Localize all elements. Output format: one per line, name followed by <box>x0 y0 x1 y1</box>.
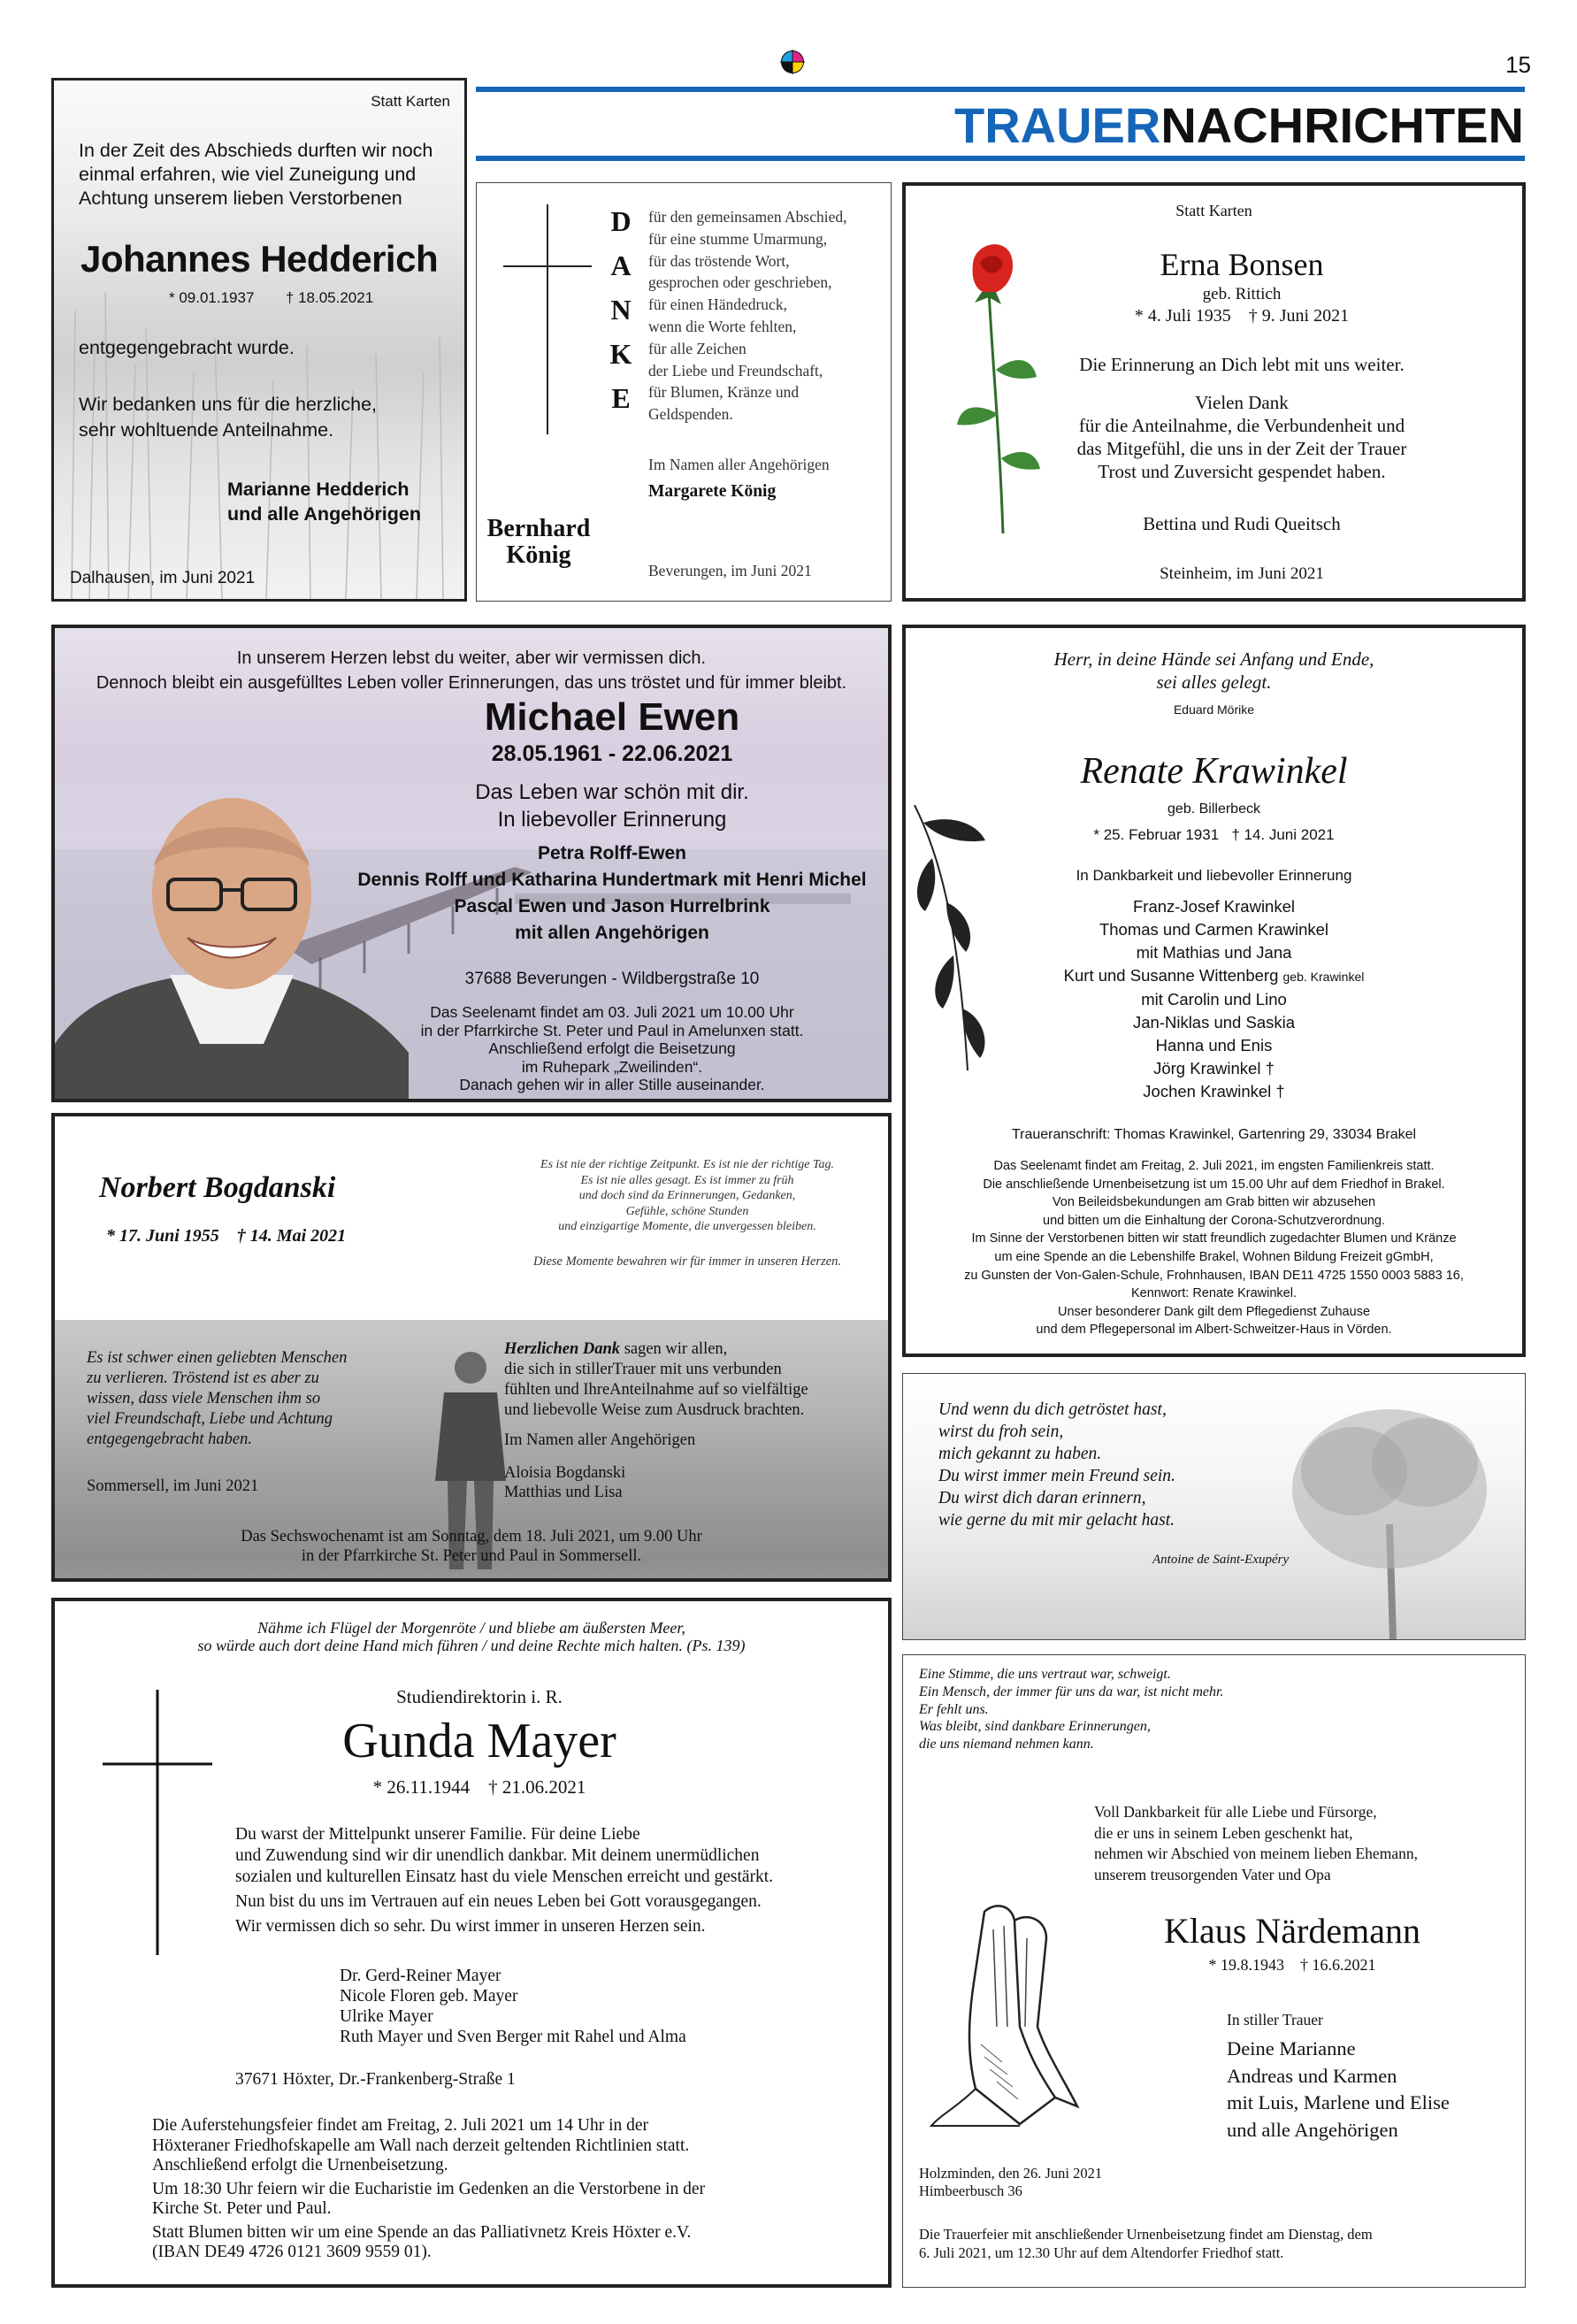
obituary-mayer <box>51 1598 892 2288</box>
service-info <box>55 1527 888 1566</box>
service-line: im Ruhepark „Zweilinden“. <box>521 1057 703 1076</box>
thanks-line: das Mitgefühl, die uns in der Zeit der Trauer <box>1076 438 1407 459</box>
family-member-name: Kurt und Susanne Wittenberg <box>1063 966 1279 985</box>
obituary-bogdanski <box>51 1113 892 1582</box>
place-date: Steinheim, im Juni 2021 <box>1160 564 1324 583</box>
verse-line: Er fehlt uns. <box>919 1701 989 1717</box>
notice-line: Unser besonderer Dank gilt dem Pflegedienst Zuhause <box>1057 1304 1371 1319</box>
family-list <box>340 1966 686 2047</box>
verse-line: Ein Mensch, der immer für uns da war, ist nicht mehr. <box>919 1684 1224 1699</box>
on-behalf: Im Namen aller Angehörigen <box>504 1431 696 1449</box>
thanks-line: für die Anteilnahme, die Verbundenheit und <box>1078 415 1405 436</box>
obituary-bonsen <box>902 182 1526 602</box>
tree-image <box>1257 1392 1522 1639</box>
registration-mark-icon <box>780 50 805 74</box>
signature <box>504 1463 625 1502</box>
family-member: Franz-Josef Krawinkel <box>1132 897 1295 916</box>
cross-icon <box>103 1690 212 1955</box>
poem-saint-exupery <box>902 1373 1526 1640</box>
notice-line: um eine Spende an die Lebenshilfe Brakel, Wohnen Bildung Freizeit gGmbH, <box>994 1249 1434 1264</box>
thanks-line: für das tröstende Wort, <box>648 251 790 270</box>
thanks-line: die er uns in seinem Leben geschenkt hat, <box>1094 1823 1353 1842</box>
maiden-name: geb. Rittich <box>1202 285 1282 303</box>
notice-line: Von Beileidsbekundungen am Grab bitten wir abzusehen <box>1052 1195 1376 1210</box>
danke-letter: D <box>610 205 632 237</box>
statt-karten: Statt Karten <box>371 93 450 110</box>
life-dates <box>169 289 373 307</box>
family-member: Deine Marianne <box>1227 2037 1356 2059</box>
consolation-line: zu verlieren. Tröstend ist es aber zu <box>87 1369 319 1387</box>
thanks-text <box>504 1339 808 1421</box>
notice-line: Statt Blumen bitten wir um eine Spende an das Palliativnetz Kreis Höxter e.V. <box>152 2222 692 2242</box>
deceased-name: Erna Bonsen <box>1160 247 1324 282</box>
notice-line: und bitten um die Einhaltung der Corona-Schutzverordnung. <box>1043 1213 1385 1228</box>
death-date: † 18.05.2021 <box>285 289 374 306</box>
family-list <box>347 840 877 947</box>
verse-line: Eine Stimme, die uns vertraut war, schweigt. <box>919 1667 1171 1682</box>
poem-line: mich gekannt zu haben. <box>938 1445 1102 1463</box>
notice-line: Die Trauerfeier mit anschließender Urnenbeisetzung findet am Dienstag, dem <box>919 2226 1373 2243</box>
intro-line: Dennoch bleibt ein ausgefülltes Leben voller Erinnerungen, das uns tröstet und für immer bleibt. <box>96 673 847 693</box>
danke-letter: E <box>611 382 631 414</box>
body-line: sozialen und kulturellen Einsatz hast du viele Menschen erreicht und gestärkt. <box>235 1868 774 1886</box>
family-member: Dr. Gerd-Reiner Mayer <box>340 1967 501 1985</box>
body-line: Wir vermissen dich so sehr. Du wirst immer in unseren Herzen sein. <box>235 1917 706 1936</box>
notice-line: Anschließend erfolgt die Urnenbeisetzung. <box>152 2156 448 2174</box>
family-member: mit Mathias und Jana <box>1136 943 1292 962</box>
family-member: mit allen Angehörigen <box>515 923 709 943</box>
body-line: Du warst der Mittelpunkt unserer Familie. Für deine Liebe <box>235 1825 640 1844</box>
notice-line: (IBAN DE49 4726 0121 3609 9559 01). <box>152 2243 432 2261</box>
quote-line: Es ist nie alles gesagt. Es ist immer zu früh <box>580 1173 794 1187</box>
signature-line: und alle Angehörigen <box>227 503 421 525</box>
received-text: entgegengebracht wurde. <box>79 337 295 358</box>
street-line: Himbeerbusch 36 <box>919 2182 1022 2199</box>
intro-text <box>79 139 433 211</box>
family-list <box>1227 2036 1450 2144</box>
title-line: Studiendirektorin i. R. <box>396 1686 563 1707</box>
address: 37671 Höxter, Dr.-Frankenberg-Straße 1 <box>235 2070 516 2089</box>
thanks-bold: Herzlichen Dank <box>504 1340 621 1358</box>
verse-line: sei alles gelegt. <box>1156 671 1272 693</box>
life-dates: * 26.11.1944 † 21.06.2021 <box>372 1776 586 1798</box>
life-dates: * 19.8.1943 † 16.6.2021 <box>1208 1956 1376 1974</box>
thanks-line: sehr wohltuende Anteilnahme. <box>79 419 334 441</box>
thanks-line: der Liebe und Freundschaft, <box>648 361 823 380</box>
deceased-name: Norbert Bogdanski <box>99 1171 336 1204</box>
quote-line: Es ist nie der richtige Zeitpunkt. Es ist nie der richtige Tag. <box>540 1158 834 1171</box>
thanks-rest: sagen wir allen, <box>620 1340 728 1358</box>
body-line: und Zuwendung sind wir dir unendlich dankbar. Mit deinem unermüdlichen <box>235 1846 760 1865</box>
quote-line: und einzigartige Momente, die unvergessen bleiben. <box>558 1220 816 1233</box>
consolation-line: wissen, dass viele Menschen ihm so <box>87 1390 321 1407</box>
poem-line: wie gerne du mit mir gelacht hast. <box>938 1511 1175 1530</box>
service-line: Das Seelenamt findet am 03. Juli 2021 um 10.00 Uhr <box>430 1003 794 1021</box>
notice-line: und dem Pflegepersonal im Albert-Schweitzer-Haus in Vörden. <box>1036 1323 1392 1338</box>
thanks-lines <box>648 206 847 426</box>
intro-line: In unserem Herzen lebst du weiter, aber wir vermissen dich. <box>236 648 707 668</box>
family-member: Petra Rolff-Ewen <box>537 843 687 863</box>
life-line: Das Leben war schön mit dir. <box>475 780 749 804</box>
intro-line: In der Zeit des Abschieds durften wir noch <box>79 140 433 161</box>
notice <box>919 2225 1373 2262</box>
thanks-text <box>1094 1802 1418 1885</box>
intro-line: einmal erfahren, wie viel Zuneigung und <box>79 164 417 185</box>
signature: Bettina und Rudi Queitsch <box>1143 513 1341 534</box>
notice-line: zu Gunsten der Von-Galen-Schule, Frohnhausen, IBAN DE11 4725 1550 0003 5883 16, <box>964 1268 1464 1283</box>
verse-line: Was bleibt, sind dankbare Erinnerungen, <box>919 1719 1151 1735</box>
address: Traueranschrift: Thomas Krawinkel, Gartenring 29, 33034 Brakel <box>1011 1127 1417 1142</box>
family-member: Hanna und Enis <box>1155 1036 1273 1055</box>
family-member: Ruth Mayer und Sven Berger mit Rahel und Alma <box>340 2028 686 2046</box>
deceased-name: Gunda Mayer <box>342 1714 616 1768</box>
family-list <box>906 895 1522 1103</box>
poem-line: Du wirst immer mein Freund sein. <box>938 1467 1175 1485</box>
obituary-koenig <box>476 182 892 602</box>
service-line: Danach gehen wir in aller Stille auseinander. <box>459 1076 765 1093</box>
poem-line: wirst du froh sein, <box>938 1423 1064 1441</box>
thanks-line: nehmen wir Abschied von meinem lieben Ehemann, <box>1094 1845 1418 1862</box>
page-number: 15 <box>1505 51 1531 78</box>
life-dates: 28.05.1961 - 22.06.2021 <box>491 741 733 766</box>
notice-line: Kirche St. Peter und Paul. <box>152 2199 332 2218</box>
consolation-line: entgegengebracht haben. <box>87 1430 252 1448</box>
cross-icon <box>503 204 592 434</box>
statt-karten: Statt Karten <box>1175 202 1252 219</box>
thanks-line: Trost und Zuversicht gespendet haben. <box>1098 461 1386 482</box>
obituary-ewen <box>51 625 892 1102</box>
family-member: mit Carolin und Lino <box>1141 990 1287 1009</box>
body-line: Nun bist du uns im Vertrauen auf ein neues Leben bei Gott vorausgegangen. <box>235 1892 762 1911</box>
consolation-line: viel Freundschaft, Liebe und Achtung <box>87 1410 333 1428</box>
section-title-part2: NACHRICHTEN <box>1160 97 1524 153</box>
section-title-part1: TRAUER <box>954 97 1161 153</box>
intro-line: Achtung unserem lieben Verstorbenen <box>79 188 402 209</box>
quote-line: und doch sind da Erinnerungen, Gedanken, <box>578 1189 796 1202</box>
deceased-name: Renate Krawinkel <box>1080 751 1348 792</box>
deceased-name <box>480 516 597 569</box>
danke-letter: N <box>610 294 632 326</box>
body-text <box>235 1824 773 1937</box>
service-line: Das Sechswochenamt ist am Sonntag, dem 18. Juli 2021, um 9.00 Uhr <box>241 1528 702 1545</box>
notice-line: Im Sinne der Verstorbenen bitten wir statt freundlich zugedachter Blumen und Kränze <box>971 1231 1457 1246</box>
life-dates: * 4. Juli 1935 † 9. Juni 2021 <box>1134 306 1350 326</box>
quote <box>488 1157 886 1235</box>
header-rule <box>476 156 1525 161</box>
thanks-line: Wir bedanken uns für die herzliche, <box>79 394 378 415</box>
family-member: Andreas und Karmen <box>1227 2064 1397 2087</box>
place-date: Sommersell, im Juni 2021 <box>87 1477 259 1495</box>
signature-line: Matthias und Lisa <box>504 1484 623 1501</box>
thanks-line: und liebevolle Weise zum Ausdruck brachten. <box>504 1401 805 1419</box>
family-member-suffix: geb. Krawinkel <box>1282 970 1365 984</box>
mourning-text: In stiller Trauer <box>1227 2011 1323 2029</box>
family-member: Pascal Ewen und Jason Hurrelbrink <box>454 896 770 917</box>
signature-line: Marianne Hedderich <box>227 479 410 500</box>
thanks-line: für den gemeinsamen Abschied, <box>648 208 847 226</box>
address: 37688 Beverungen - Wildbergstraße 10 <box>464 970 760 988</box>
deceased-name-line: König <box>506 541 571 569</box>
thanks-line: für Blumen, Kränze und <box>648 383 800 402</box>
notice-line: Höxteraner Friedhofskapelle am Wall nach derzeit geltenden Richtlinien statt. <box>152 2136 690 2155</box>
family-member: Jan-Niklas und Saskia <box>1132 1013 1296 1032</box>
thanks-line: Geldspenden. <box>648 405 733 424</box>
signature-line: Aloisia Bogdanski <box>504 1464 626 1482</box>
thanks-line: wenn die Worte fehlten, <box>648 317 797 335</box>
thanks-line: für eine stumme Umarmung, <box>648 229 828 248</box>
memory-text: In Dankbarkeit und liebevoller Erinnerung <box>1076 867 1352 884</box>
verse-author: Eduard Mörike <box>1173 702 1255 717</box>
intro-text <box>55 646 888 695</box>
notice-line: 6. Juli 2021, um 12.30 Uhr auf dem Altendorfer Friedhof statt. <box>919 2244 1284 2261</box>
poem-line: Und wenn du dich getröstet hast, <box>938 1400 1167 1419</box>
verse <box>55 1619 888 1654</box>
signature: Margarete König <box>648 482 777 501</box>
notice-line: Um 18:30 Uhr feiern wir die Eucharistie im Gedenken an die Verstorbene in der <box>152 2179 706 2198</box>
poem-line: Du wirst dich daran erinnern, <box>938 1489 1146 1507</box>
verse-line: so würde auch dort deine Hand mich führen / und deine Rechte mich halten. (Ps. 139) <box>197 1637 746 1654</box>
family-member <box>906 964 1522 988</box>
deceased-name: Klaus Närdemann <box>1164 1911 1420 1951</box>
danke-letter: K <box>609 338 632 370</box>
signature <box>227 477 421 526</box>
life-dates: * 17. Juni 1955 † 14. Mai 2021 <box>106 1226 347 1246</box>
memory-text: Die Erinnerung an Dich lebt mit uns weiter. <box>1079 354 1405 375</box>
thanks-text <box>79 392 377 443</box>
family-member: Thomas und Carmen Krawinkel <box>1099 920 1329 939</box>
thanks-line: unserem treusorgenden Vater und Opa <box>1094 1865 1331 1883</box>
service-line: Anschließend erfolgt die Beisetzung <box>488 1039 736 1057</box>
obituary-naerdemann <box>902 1654 1526 2288</box>
header-rule <box>476 87 1525 92</box>
obituary-krawinkel <box>902 625 1526 1357</box>
place-date-line: Holzminden, den 26. Juni 2021 <box>919 2165 1103 2182</box>
service-line: in der Pfarrkirche St. Peter und Paul in Sommersell. <box>301 1547 642 1565</box>
maiden-name: geb. Billerbeck <box>1167 802 1260 817</box>
quote-line: Gefühle, schöne Stunden <box>625 1204 749 1218</box>
consolation-line: Es ist schwer einen geliebten Menschen <box>87 1349 348 1367</box>
deceased-name-line: Bernhard <box>486 515 591 542</box>
danke-letters <box>608 199 634 420</box>
family-member: Ulrike Mayer <box>340 2007 433 2026</box>
thanks-line: Voll Dankbarkeit für alle Liebe und Fürsorge, <box>1094 1803 1377 1821</box>
family-member: Jochen Krawinkel † <box>1143 1082 1285 1101</box>
danke-letter: A <box>610 249 632 281</box>
thanks-line: die sich in stillerTrauer mit uns verbunden <box>504 1361 782 1378</box>
poem-author: Antoine de Saint-Exupéry <box>1152 1553 1290 1567</box>
service-info <box>347 1003 877 1094</box>
thanks-line: für einen Händedruck, <box>648 295 787 314</box>
notice-line: Kennwort: Renate Krawinkel. <box>1131 1286 1297 1301</box>
verse-line: Herr, in deine Hände sei Anfang und Ende, <box>1053 648 1374 670</box>
family-member: Jörg Krawinkel † <box>1153 1059 1275 1078</box>
notice-line: Die Auferstehungsfeier findet am Freitag, 2. Juli 2021 um 14 Uhr in der <box>152 2116 649 2135</box>
on-behalf: Im Namen aller Angehörigen <box>648 456 830 473</box>
family-member: Dennis Rolff und Katharina Hundertmark mit Henri Michel <box>357 870 867 890</box>
place-date: Dalhausen, im Juni 2021 <box>70 569 256 587</box>
birth-date: * 09.01.1937 <box>169 289 255 306</box>
place-date: Beverungen, im Juni 2021 <box>648 562 812 579</box>
life-text <box>347 779 877 833</box>
notice <box>906 1157 1522 1339</box>
thanks-text <box>994 391 1489 483</box>
notice-line: Das Seelenamt findet am Freitag, 2. Juli 2021, im engsten Familienkreis statt. <box>993 1159 1435 1173</box>
thanks-line: für alle Zeichen <box>648 339 746 357</box>
life-line: In liebevoller Erinnerung <box>497 808 727 832</box>
thanks-line <box>504 1339 808 1360</box>
poem-text <box>938 1399 1175 1531</box>
thanks-line: fühlten und IhreAnteilnahme auf so vielfältige <box>504 1381 808 1399</box>
quote-end: Diese Momente bewahren wir für immer in unseren Herzen. <box>532 1254 842 1269</box>
family-member: mit Luis, Marlene und Elise <box>1227 2091 1450 2113</box>
verse-line: Nähme ich Flügel der Morgenröte / und bliebe am äußersten Meer, <box>257 1619 685 1637</box>
obituary-hedderich <box>51 78 467 602</box>
life-dates: * 25. Februar 1931 † 14. Juni 2021 <box>1093 826 1335 843</box>
deceased-name: Johannes Hedderich <box>80 238 439 280</box>
service-line: in der Pfarrkirche St. Peter und Paul in Amelunxen statt. <box>420 1021 804 1039</box>
notice <box>152 2116 705 2263</box>
consolation-text <box>87 1348 347 1450</box>
family-member: und alle Angehörigen <box>1227 2118 1398 2141</box>
verse <box>906 648 1522 694</box>
verse-line: die uns niemand nehmen kann. <box>919 1737 1094 1753</box>
family-member: Nicole Floren geb. Mayer <box>340 1987 518 2006</box>
place-date <box>919 2165 1102 2200</box>
thanks-line: gesprochen oder geschrieben, <box>648 273 832 292</box>
deceased-name: Michael Ewen <box>484 695 740 739</box>
verse <box>919 1666 1223 1753</box>
notice-line: Die anschließende Urnenbeisetzung ist um 15.00 Uhr auf dem Friedhof in Brakel. <box>983 1177 1445 1192</box>
thanks-line: Vielen Dank <box>1195 392 1289 413</box>
section-title <box>954 99 1524 152</box>
